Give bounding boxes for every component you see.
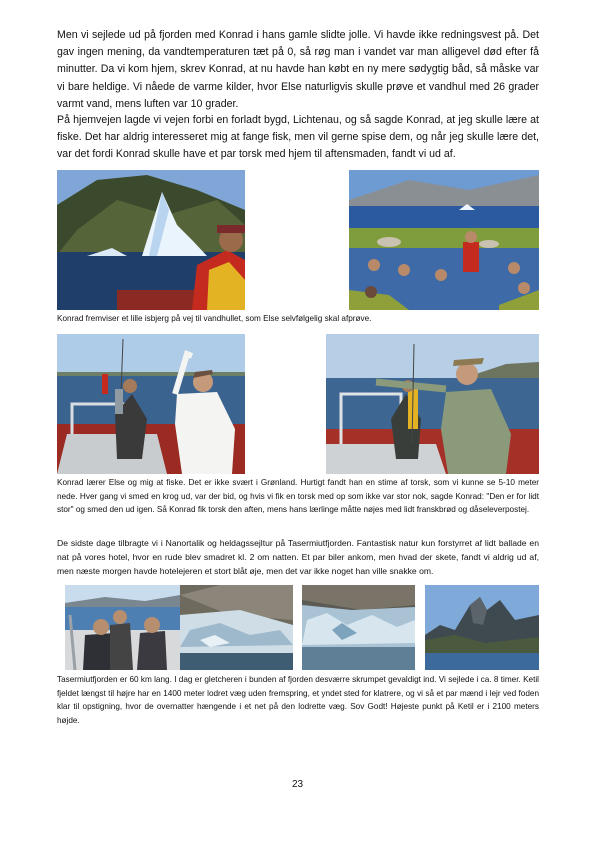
photo-boat-passengers [65,585,180,670]
caption-iceberg: Konrad fremviser et lille isbjerg på vej til vandhullet, som Else selvfølgelig skal afprøve. [57,314,372,323]
paragraph-fishing-intro: På hjemvejen lagde vi vejen forbi en forladt bygd, Lichtenau, og så sagde Konrad, at jeg skulle lære at fiske. Det har aldrig interesseret mig at fange fisk, men vil gerne spise dem, og når jeg skulle lære det, var det fordi Konrad skulle have et par torsk med hjem til aftensmaden, fandt vi ud af. [57,114,539,161]
caption-tasermiut: Tasermiutfjorden er 60 km lang. I dag er gletcheren i bunden af fjorden desværre skrumpet gevaldigt ind. Vi sejlede i ca. 8 timer. Ketil fjeldet længst til højre har en 1400 meter lodret væg uden fremspring, et yndet sted for klatrere, og vi så et par mænd i lejr ved foden klar til opstigning, hvor de overnatter hængende i et net på den lodrette væg. Sov Godt! Højeste punkt på Ketil er i 2100 meters højde. [57,675,539,725]
photo-glacier-1 [180,585,293,670]
photo-glacier-2 [302,585,415,670]
page-number: 23 [291,779,304,790]
photo-hot-spring [349,170,539,310]
paragraph-nanortalik: De sidste dage tilbragte vi i Nanortalik og heldagssejltur på Tasermiutfjorden. Fantastisk natur kun forstyrret af lidt ballade en nat på vores hotel, hvor en rude blev smadret kl. 2 om natten. Et par biler ankom, men hvad der skete, fandt vi aldrig ud af, men næste morgen havde hotelejeren et stort blåt øje, men det var ikke noget han ville snakke om. [57,538,539,576]
caption-fishing: Konrad lærer Else og mig at fiske. Det er ikke svært i Grønland. Hurtigt fandt han en stime af torsk, som vi kunne se 5-10 meter nede. Hver gang vi smed en krog ud, var der bid, og hvis vi fik en torsk med op som ikke var stor nok, sagde Konrad: "Den er for lidt stor" og smed den ud igen. Så Konrad fik torsk den aften, mens hans lærlinge måtte nøjes med lidt franskbrød og dåseleverpostej. [57,478,539,515]
photo-fishing-man [326,334,539,474]
photo-fishing-else [57,334,245,474]
photo-ketil-mountain [425,585,539,670]
photo-iceberg-konrad [57,170,245,310]
paragraph-boat-trip: Men vi sejlede ud på fjorden med Konrad i hans gamle slidte jolle. Vi havde ikke redningsvest på. Det gav ingen mening, da vandtemperaturen tæt på 0, så røg man i vandet var man alligevel død efter få minutter. Da vi kom hjem, skrev Konrad, at nu havde han købt en ny mere sødygtig båd, så måske var vi bare heldige. Vi nåede de varme kilder, hvor Else naturligvis skulle prøve et vandhul med 26 grader varmt vand, mens luften var 10 grader. [57,29,539,110]
